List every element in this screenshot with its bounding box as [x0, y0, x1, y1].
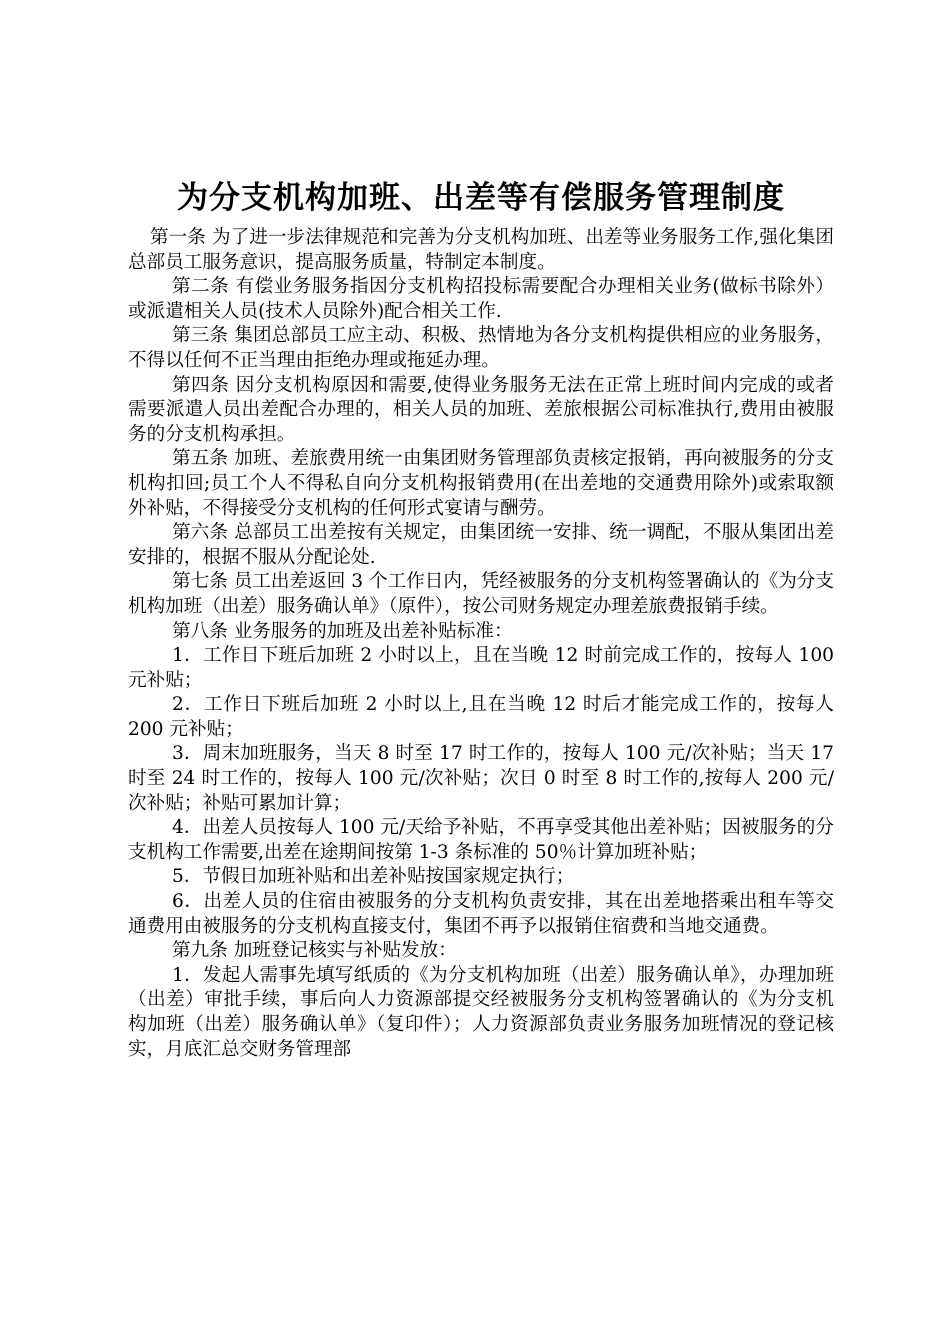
article-8-item-3: 3．周末加班服务，当天 8 时至 17 时工作的，按每人 100 元/次补贴；当天 17 时至 24 时工作的，按每人 100 元/次补贴；次日 0 时至 8 时工作的,按每人 200 元/次补贴；补贴可累加计算； — [128, 743, 834, 814]
article-9-heading: 第九条 加班登记核实与补贴发放： — [172, 940, 457, 962]
article-4: 第四条 因分支机构原因和需要,使得业务服务无法在正常上班时间内完成的或者需要派遣人员出差配合办理的，相关人员的加班、差旅根据公司标准执行,费用由被服务的分支机构承担。 — [128, 374, 834, 445]
article-8-item-4: 4．出差人员按每人 100 元/天给予补贴，不再享受其他出差补贴；因被服务的分支机构工作需要,出差在途期间按第 1-3 条标准的 50％计算加班补贴； — [128, 817, 834, 863]
article-5: 第五条 加班、差旅费用统一由集团财务管理部负责核定报销，再向被服务的分支机构扣回;员工个人不得私自向分支机构报销费用(在出差地的交通费用除外)或索取额外补贴，不得接受分支机构的任何形式宴请与酬劳。 — [128, 448, 834, 519]
article-3: 第三条 集团总部员工应主动、积极、热情地为各分支机构提供相应的业务服务，不得以任何不正当理由拒绝办理或拖延办理。 — [128, 325, 834, 371]
article-8-item-2: 2．工作日下班后加班 2 小时以上,且在当晚 12 时后才能完成工作的，按每人 200 元补贴； — [128, 694, 834, 740]
article-9-item-1: 1．发起人需事先填写纸质的《为分支机构加班（出差）服务确认单》，办理加班（出差）审批手续，事后向人力资源部提交经被服务分支机构签署确认的《为分支机构加班（出差）服务确认单》（复印件）；人力资源部负责业务服务加班情况的登记核实，月底汇总交财务管理部 — [128, 964, 834, 1060]
document-title: 为分支机构加班、出差等有偿服务管理制度 — [177, 180, 785, 216]
article-2: 第二条 有偿业务服务指因分支机构招投标需要配合办理相关业务(做标书除外）或派遣相关人员(技术人员除外)配合相关工作. — [128, 276, 834, 322]
article-7: 第七条 员工出差返回 3 个工作日内，凭经被服务的分支机构签署确认的《为分支机构加班（出差）服务确认单》（原件），按公司财务规定办理差旅费报销手续。 — [128, 571, 834, 617]
article-8-item-5: 5．节假日加班补贴和出差补贴按国家规定执行； — [172, 866, 575, 888]
document-page — [128, 176, 834, 1062]
article-6: 第六条 总部员工出差按有关规定，由集团统一安排、统一调配，不服从集团出差安排的，根据不服从分配论处. — [128, 522, 834, 568]
article-8-heading: 第八条 业务服务的加班及出差补贴标准： — [172, 620, 513, 642]
article-1: 第一条 为了进一步法律规范和完善为分支机构加班、出差等业务服务工作,强化集团总部员工服务意识，提高服务质量，特制定本制度。 — [128, 227, 834, 273]
article-8-item-6: 6．出差人员的住宿由被服务的分支机构负责安排，其在出差地搭乘出租车等交通费用由被服务的分支机构直接支付，集团不再予以报销住宿费和当地交通费。 — [128, 891, 834, 937]
article-8-item-1: 1．工作日下班后加班 2 小时以上，且在当晚 12 时前完成工作的，按每人 100 元补贴； — [128, 645, 834, 691]
